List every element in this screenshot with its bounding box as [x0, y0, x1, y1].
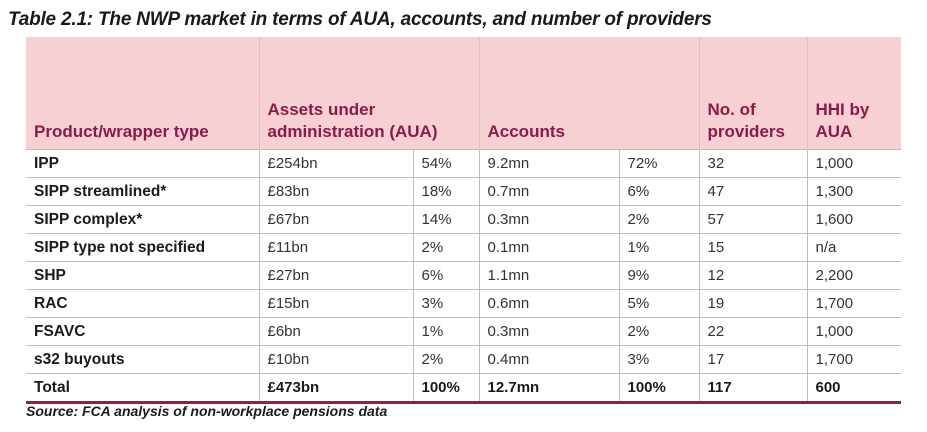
header-product-type: Product/wrapper type	[26, 37, 259, 150]
row-hhi: 1,000	[807, 318, 901, 346]
row-hhi: 1,600	[807, 206, 901, 234]
table-row	[26, 262, 901, 290]
row-aua-pct: 1%	[413, 318, 479, 346]
row-providers: 12	[699, 262, 807, 290]
total-row	[26, 374, 901, 403]
header-hhi: HHI by AUA	[807, 37, 901, 150]
row-hhi: 1,700	[807, 290, 901, 318]
nwp-market-table	[26, 37, 901, 404]
row-providers: 19	[699, 290, 807, 318]
row-hhi: 2,200	[807, 262, 901, 290]
row-accounts-pct: 2%	[619, 206, 699, 234]
row-aua-pct: 3%	[413, 290, 479, 318]
row-type: RAC	[26, 290, 259, 318]
total-providers: 117	[699, 374, 807, 403]
row-providers: 17	[699, 346, 807, 374]
table-row	[26, 150, 901, 178]
row-type: SIPP complex*	[26, 206, 259, 234]
row-accounts-pct: 6%	[619, 178, 699, 206]
row-accounts: 9.2mn	[479, 150, 619, 178]
row-accounts-pct: 5%	[619, 290, 699, 318]
row-type: SHP	[26, 262, 259, 290]
row-accounts: 0.1mn	[479, 234, 619, 262]
row-accounts: 0.4mn	[479, 346, 619, 374]
row-aua-pct: 2%	[413, 234, 479, 262]
row-aua: £83bn	[259, 178, 413, 206]
total-type: Total	[26, 374, 259, 403]
table-row	[26, 178, 901, 206]
row-providers: 57	[699, 206, 807, 234]
header-row	[26, 37, 901, 150]
row-type: SIPP streamlined*	[26, 178, 259, 206]
row-aua: £27bn	[259, 262, 413, 290]
row-accounts: 0.7mn	[479, 178, 619, 206]
row-providers: 15	[699, 234, 807, 262]
table-row	[26, 234, 901, 262]
row-hhi: n/a	[807, 234, 901, 262]
header-accounts: Accounts	[479, 37, 699, 150]
row-accounts-pct: 3%	[619, 346, 699, 374]
table-row	[26, 346, 901, 374]
row-accounts: 0.3mn	[479, 206, 619, 234]
source-note: Source: FCA analysis of non-workplace pensions data	[26, 403, 388, 419]
total-hhi: 600	[807, 374, 901, 403]
table-row	[26, 290, 901, 318]
total-accounts: 12.7mn	[479, 374, 619, 403]
row-aua: £6bn	[259, 318, 413, 346]
row-accounts-pct: 72%	[619, 150, 699, 178]
row-type: IPP	[26, 150, 259, 178]
row-aua: £67bn	[259, 206, 413, 234]
row-aua: £254bn	[259, 150, 413, 178]
row-aua-pct: 18%	[413, 178, 479, 206]
total-accounts-pct: 100%	[619, 374, 699, 403]
row-accounts-pct: 9%	[619, 262, 699, 290]
total-aua-pct: 100%	[413, 374, 479, 403]
row-aua-pct: 14%	[413, 206, 479, 234]
row-aua: £15bn	[259, 290, 413, 318]
header-aua: Assets under administration (AUA)	[259, 37, 479, 150]
row-hhi: 1,000	[807, 150, 901, 178]
row-type: s32 buyouts	[26, 346, 259, 374]
table-title: Table 2.1: The NWP market in terms of AUA, accounts, and number of providers	[8, 9, 712, 30]
row-hhi: 1,300	[807, 178, 901, 206]
row-providers: 22	[699, 318, 807, 346]
row-accounts: 0.6mn	[479, 290, 619, 318]
total-aua: £473bn	[259, 374, 413, 403]
row-accounts-pct: 1%	[619, 234, 699, 262]
table-row	[26, 318, 901, 346]
row-hhi: 1,700	[807, 346, 901, 374]
row-type: FSAVC	[26, 318, 259, 346]
row-type: SIPP type not specified	[26, 234, 259, 262]
table-row	[26, 206, 901, 234]
row-accounts: 0.3mn	[479, 318, 619, 346]
row-providers: 47	[699, 178, 807, 206]
row-accounts: 1.1mn	[479, 262, 619, 290]
row-accounts-pct: 2%	[619, 318, 699, 346]
header-providers: No. of providers	[699, 37, 807, 150]
row-aua: £10bn	[259, 346, 413, 374]
row-aua: £11bn	[259, 234, 413, 262]
row-aua-pct: 54%	[413, 150, 479, 178]
row-providers: 32	[699, 150, 807, 178]
row-aua-pct: 6%	[413, 262, 479, 290]
row-aua-pct: 2%	[413, 346, 479, 374]
